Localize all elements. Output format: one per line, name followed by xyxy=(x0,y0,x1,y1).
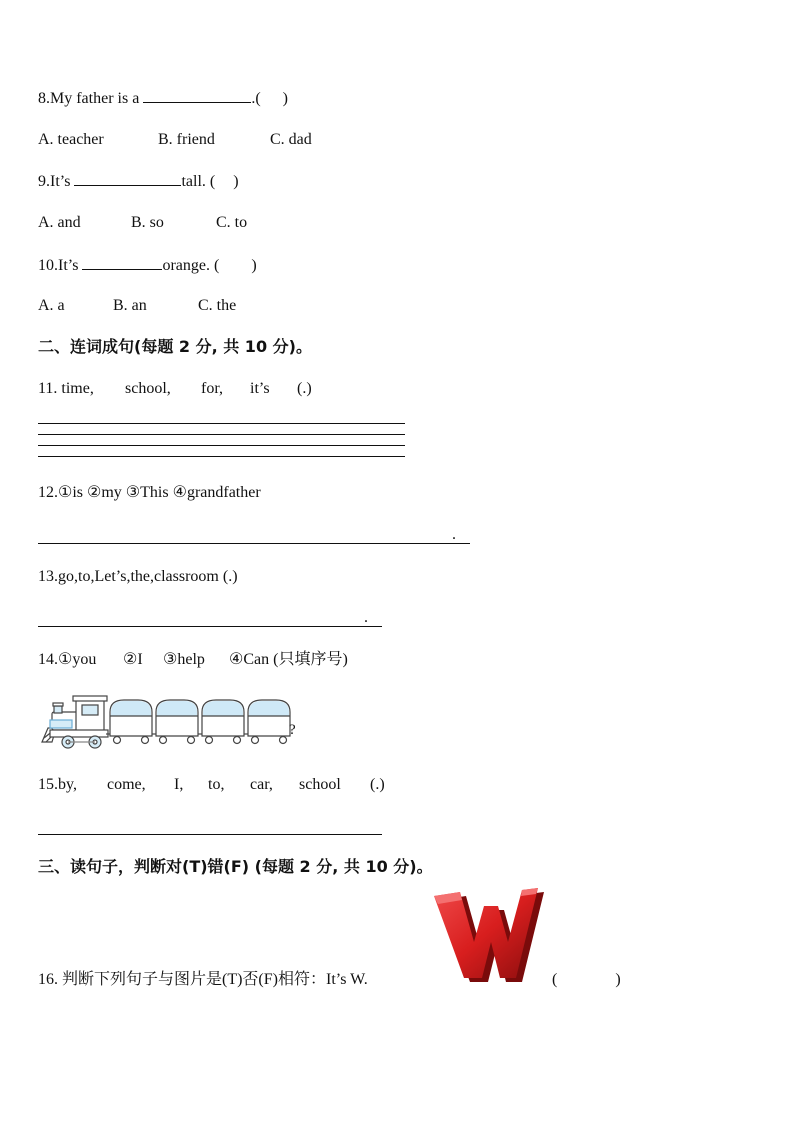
word-item: to, xyxy=(208,776,225,793)
word-item: it’s xyxy=(250,380,270,397)
word-item: ②I xyxy=(123,651,143,668)
writing-line xyxy=(38,445,405,446)
option-c[interactable]: C. dad xyxy=(270,131,312,148)
question-text: 9.It’s xyxy=(38,173,75,190)
word-item: for, xyxy=(201,380,224,397)
word-item: car, xyxy=(250,776,273,793)
word-item: 14.①you xyxy=(38,651,97,668)
writing-line xyxy=(38,434,405,435)
option-b[interactable]: B. so xyxy=(131,214,164,231)
answer-paren: ) xyxy=(233,173,239,190)
locomotive-icon xyxy=(42,696,108,748)
word-item: school xyxy=(299,776,341,793)
section-3-heading: 三、读句子，判断对(T)错(F) (每题 2 分, 共 10 分)。 xyxy=(38,857,433,876)
question-text: tall. ( xyxy=(181,173,216,190)
question-9 xyxy=(38,171,239,192)
option-b[interactable]: B. friend xyxy=(158,131,215,148)
writing-line xyxy=(38,456,405,457)
train-car[interactable] xyxy=(156,700,198,744)
option-c[interactable]: C. to xyxy=(216,214,248,231)
question-16: 16. 判断下列句子与图片是(T)否(F)相符：It’s W. xyxy=(38,971,368,988)
word-item: ④Can (只填序号) xyxy=(229,651,348,668)
option-c[interactable]: C. the xyxy=(198,297,237,314)
option-b[interactable]: B. an xyxy=(113,297,147,314)
open-paren: ( xyxy=(552,971,558,988)
word-item: come, xyxy=(107,776,146,793)
word-item: 15.by, xyxy=(38,776,77,793)
question-text: orange. ( xyxy=(162,257,220,274)
question-10 xyxy=(38,255,257,276)
train-question-mark: ? xyxy=(289,722,296,738)
train-car[interactable] xyxy=(248,700,290,744)
word-item: (.) xyxy=(370,776,385,793)
question-text: .( xyxy=(251,90,261,107)
word-item: (.) xyxy=(297,380,312,397)
answer-paren[interactable] xyxy=(552,970,621,990)
answer-blank[interactable] xyxy=(74,171,181,186)
close-paren: ) xyxy=(615,971,621,988)
word-item: I, xyxy=(174,776,184,793)
train-picture xyxy=(40,692,302,750)
answer-paren: ) xyxy=(282,90,288,107)
answer-line[interactable] xyxy=(38,834,382,835)
answer-line[interactable] xyxy=(38,543,470,544)
train-car[interactable] xyxy=(202,700,244,744)
question-12: 12.①is ②my ③This ④grandfather xyxy=(38,484,261,501)
sentence-period: . xyxy=(364,609,368,626)
question-text: 8.My father is a xyxy=(38,90,144,107)
option-a[interactable]: A. and xyxy=(38,214,81,231)
option-a[interactable]: A. a xyxy=(38,297,65,314)
letter-w-picture xyxy=(430,884,546,986)
word-item: 11. time, xyxy=(38,380,94,397)
sentence-period: . xyxy=(452,526,456,543)
question-8 xyxy=(38,88,288,109)
answer-paren: ) xyxy=(251,257,257,274)
writing-line xyxy=(38,423,405,424)
answer-line[interactable] xyxy=(38,626,382,627)
question-13: 13.go,to,Let’s,the,classroom (.) xyxy=(38,568,238,585)
answer-blank[interactable] xyxy=(143,88,251,103)
train-car[interactable] xyxy=(110,700,152,744)
word-item: school, xyxy=(125,380,171,397)
section-2-heading: 二、连词成句(每题 2 分, 共 10 分)。 xyxy=(38,337,312,356)
word-item: ③help xyxy=(163,651,205,668)
option-a[interactable]: A. teacher xyxy=(38,131,104,148)
question-text: 10.It’s xyxy=(38,257,83,274)
answer-blank[interactable] xyxy=(82,255,162,270)
